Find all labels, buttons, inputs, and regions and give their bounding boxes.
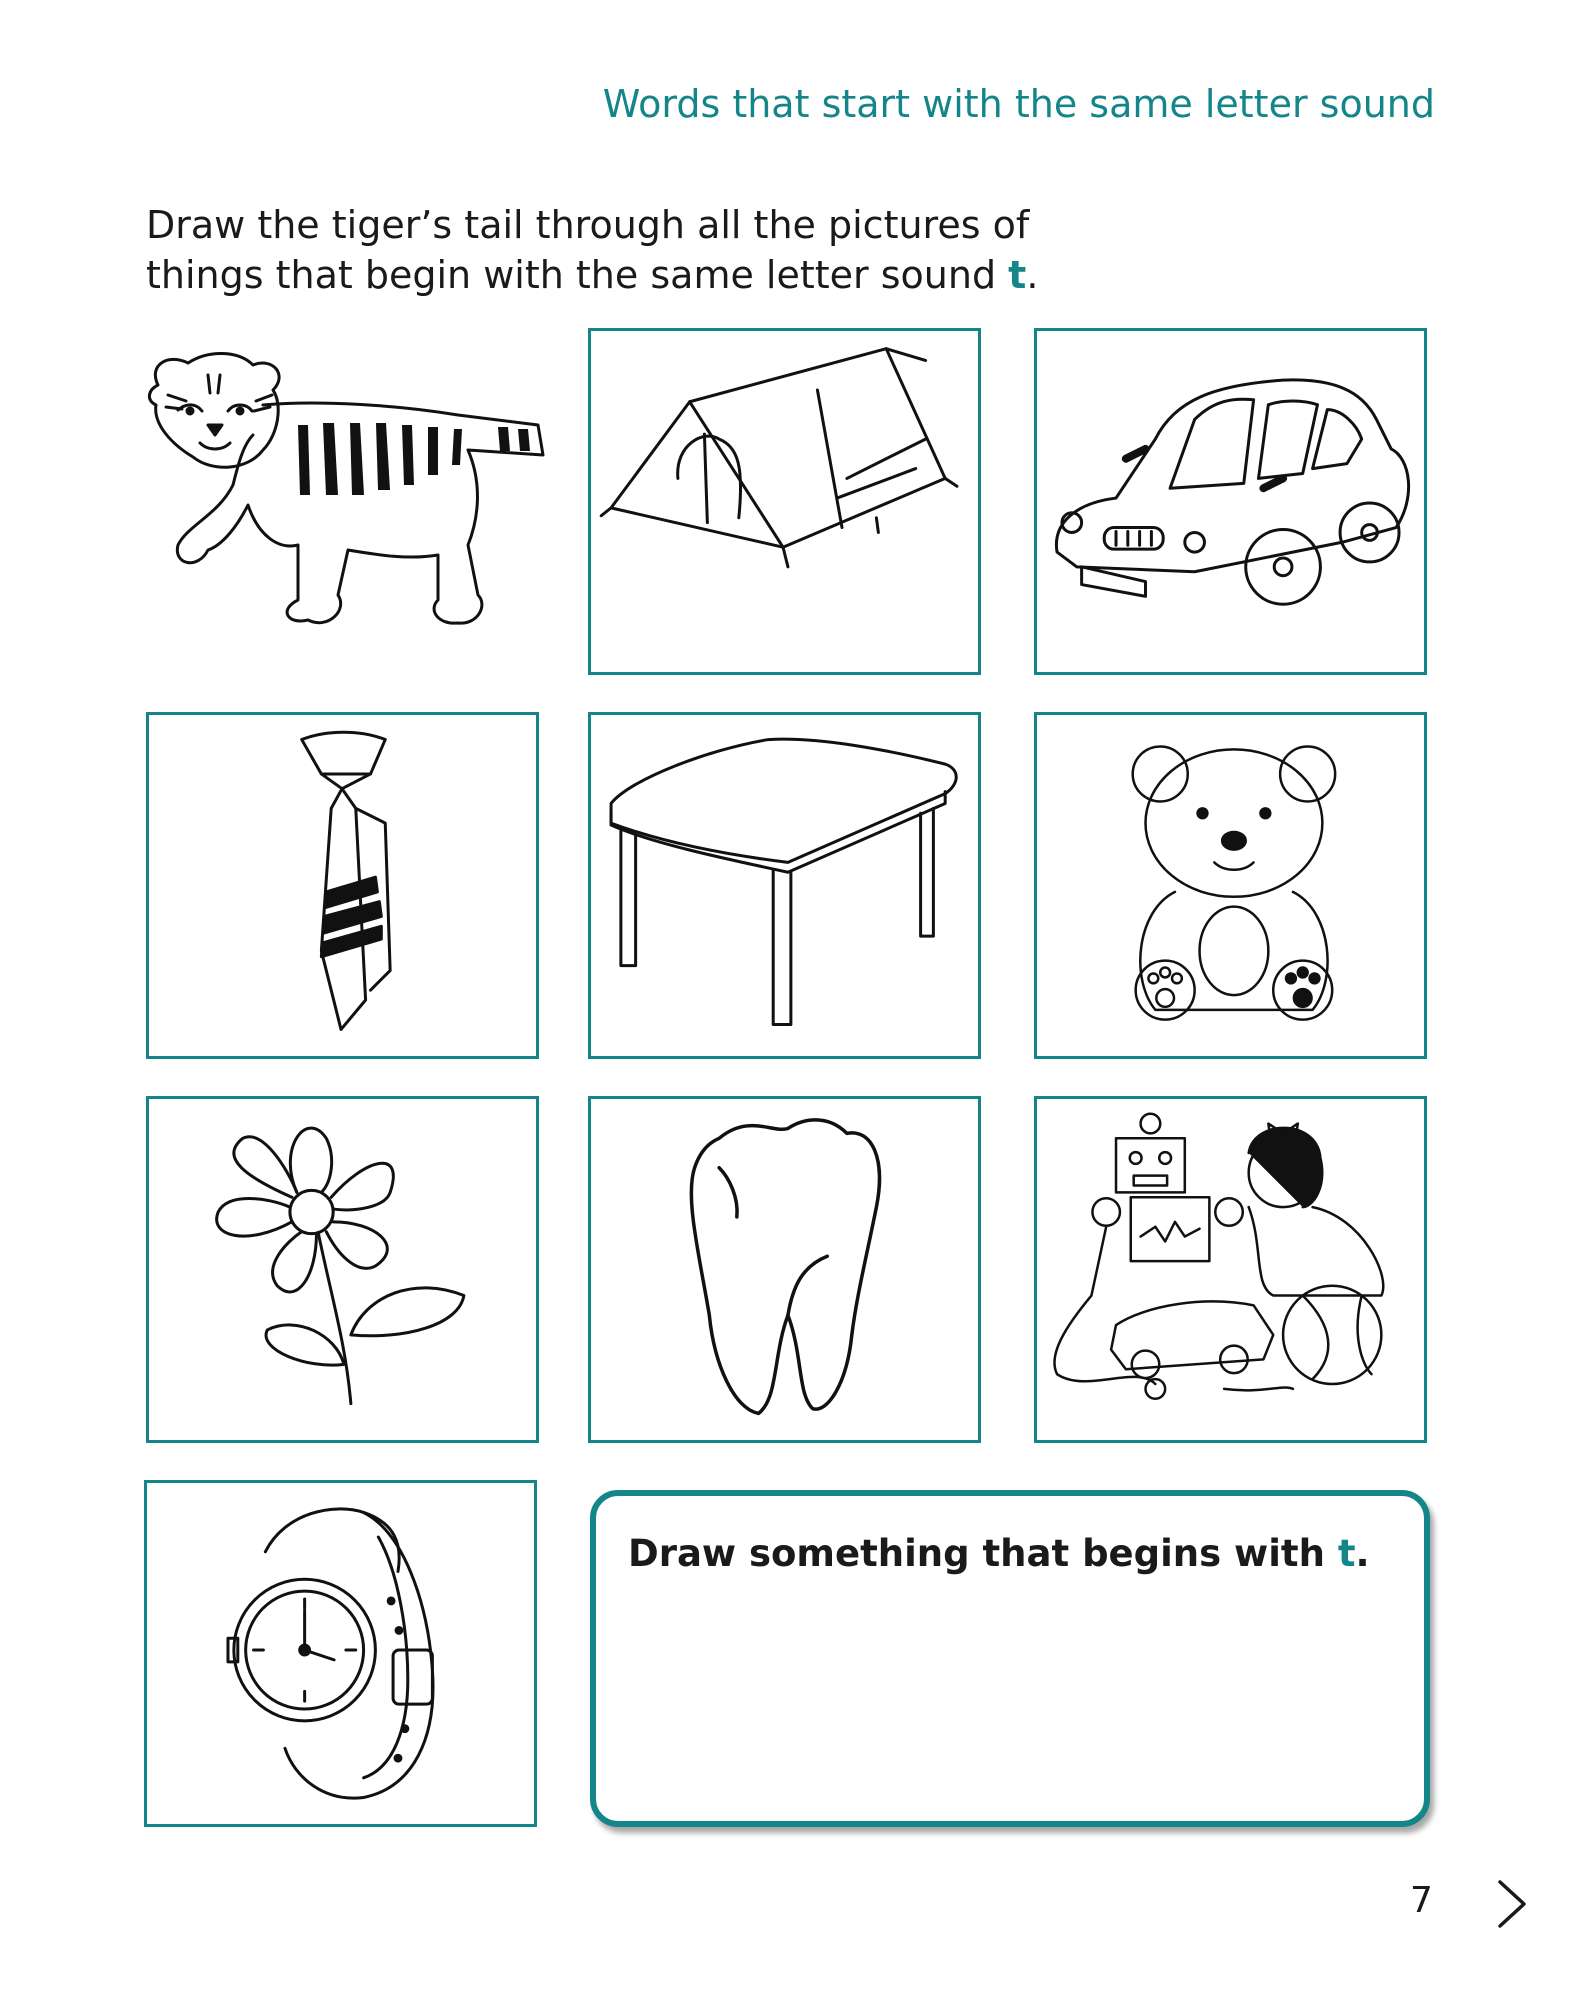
page-header-title: Words that start with the same letter sound [602, 82, 1435, 126]
page-number: 7 [1410, 1880, 1433, 1921]
tooth-icon [591, 1099, 978, 1440]
drawing-prompt-text: Draw something that begins with [628, 1532, 1338, 1575]
car-icon [1037, 331, 1424, 672]
picture-card-tie[interactable] [146, 712, 539, 1059]
tie-icon [149, 715, 536, 1056]
target-letter: t [1008, 253, 1027, 297]
instructions [146, 200, 1046, 300]
tent-icon [591, 331, 978, 672]
watch-icon [147, 1483, 534, 1824]
chevron-right-icon[interactable] [1492, 1878, 1532, 1930]
tiger-icon [138, 345, 578, 660]
drawing-prompt-letter: t [1337, 1532, 1356, 1575]
picture-card-car[interactable] [1034, 328, 1427, 675]
drawing-area[interactable] [590, 1490, 1430, 1827]
table-icon [591, 715, 978, 1056]
instruction-line-1: Draw the tiger’s tail through all the pictures of [146, 203, 1030, 247]
picture-card-toys[interactable] [1034, 1096, 1427, 1443]
picture-card-tooth[interactable] [588, 1096, 981, 1443]
picture-card-tent[interactable] [588, 328, 981, 675]
picture-card-watch[interactable] [144, 1480, 537, 1827]
picture-card-teddy-bear[interactable] [1034, 712, 1427, 1059]
instruction-period: . [1026, 253, 1039, 297]
picture-card-table[interactable] [588, 712, 981, 1059]
drawing-prompt [628, 1532, 1370, 1575]
toys-icon [1037, 1099, 1424, 1440]
instruction-line-2: things that begin with the same letter sound [146, 253, 1009, 297]
tiger-picture [138, 345, 578, 660]
drawing-prompt-period: . [1355, 1532, 1370, 1575]
flower-icon [149, 1099, 536, 1440]
picture-card-flower[interactable] [146, 1096, 539, 1443]
teddy-bear-icon [1037, 715, 1424, 1056]
